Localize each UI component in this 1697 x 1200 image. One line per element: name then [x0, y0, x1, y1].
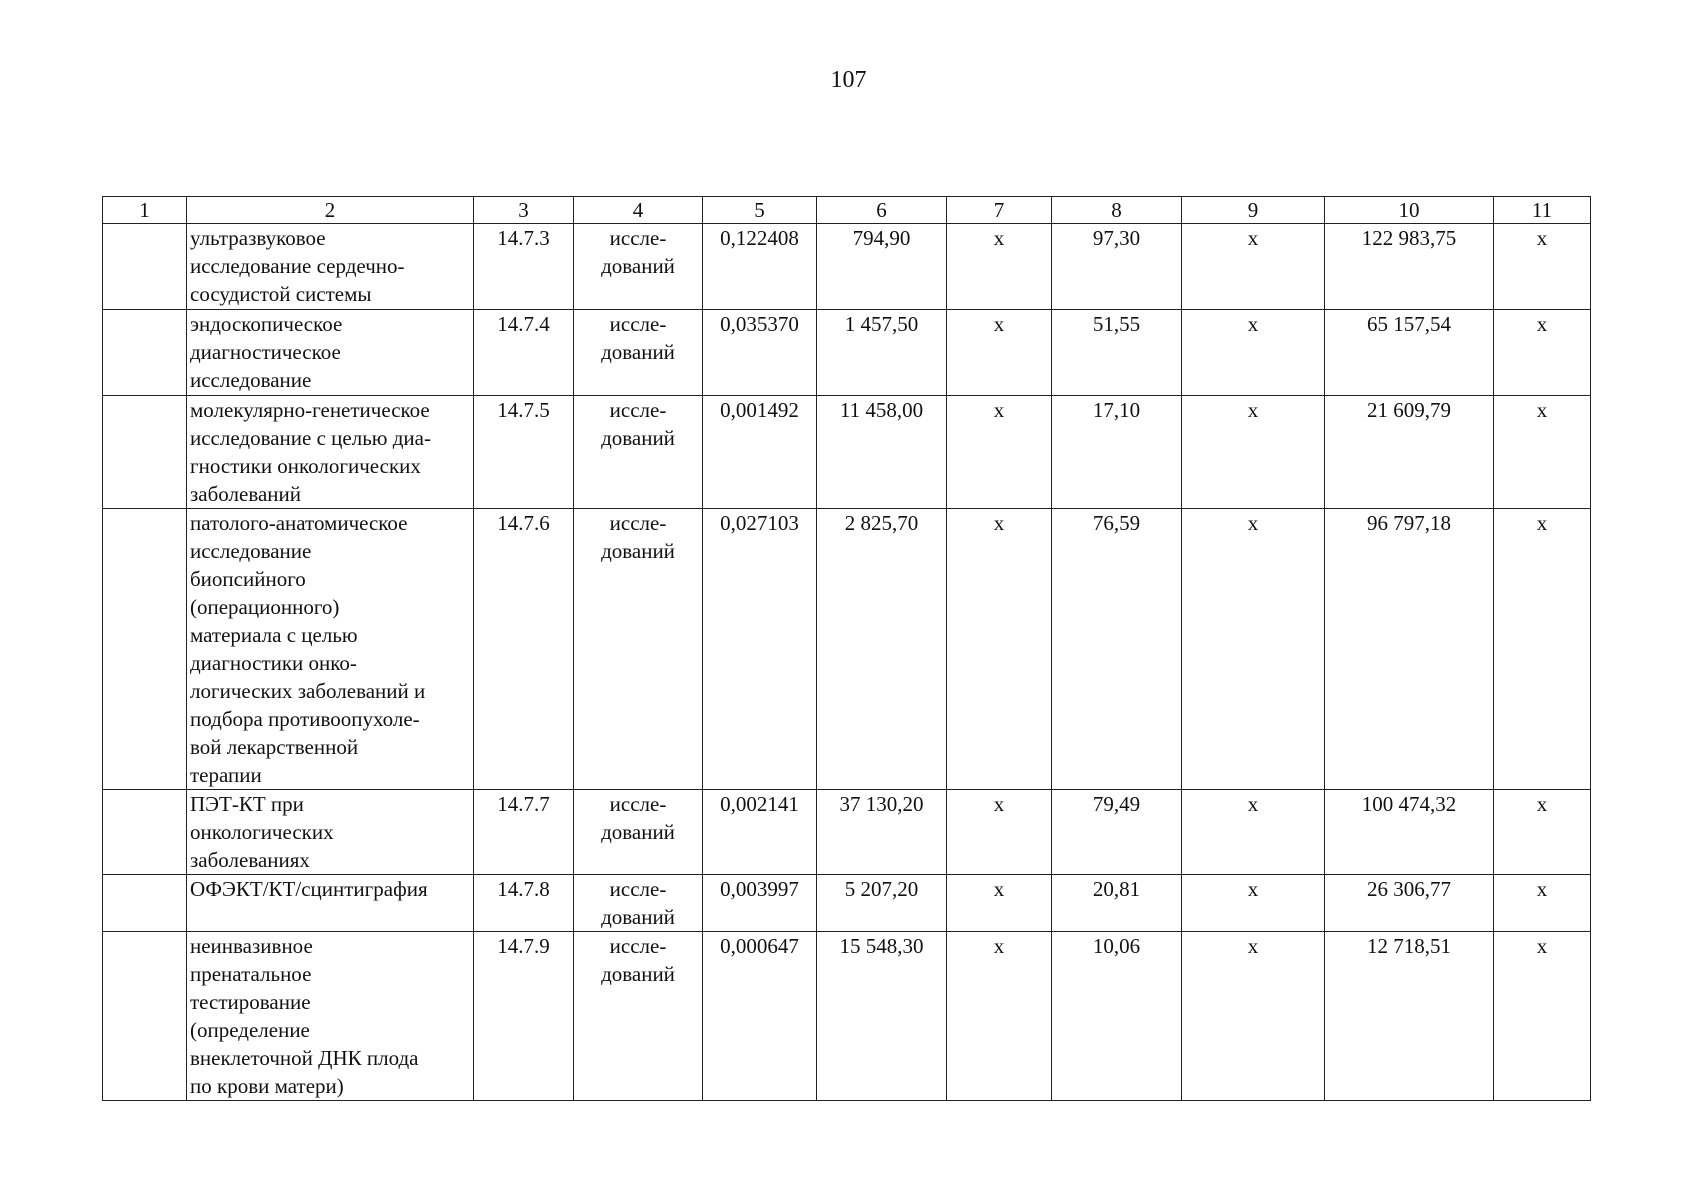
cell-col8: 20,81 — [1052, 875, 1182, 932]
cell-code: 14.7.9 — [474, 932, 574, 1101]
cell-name: ОФЭКТ/КТ/сцинтиграфия — [187, 875, 474, 932]
cell-unit: иссле- дований — [574, 790, 703, 875]
cell-col10: 65 157,54 — [1325, 310, 1494, 396]
column-header-7: 7 — [947, 197, 1052, 224]
cell-unit: иссле- дований — [574, 396, 703, 509]
cell-col5: 0,035370 — [703, 310, 817, 396]
cell-col8: 51,55 — [1052, 310, 1182, 396]
column-header-6: 6 — [817, 197, 947, 224]
cell-col9: х — [1182, 224, 1325, 310]
cell-unit: иссле- дований — [574, 310, 703, 396]
cell-col7: х — [947, 224, 1052, 310]
cell-col11: х — [1494, 224, 1591, 310]
cell-code: 14.7.4 — [474, 310, 574, 396]
cell-name: патолого-анатомическое исследование биопсийного (операционного) материала с целью диагностики онко- логических заболеваний и подбора противоопухоле- вой лекарственной терапии — [187, 509, 474, 790]
cell-col1 — [103, 396, 187, 509]
cell-col6: 2 825,70 — [817, 509, 947, 790]
cell-code: 14.7.6 — [474, 509, 574, 790]
cell-name: эндоскопическое диагностическое исследование — [187, 310, 474, 396]
cell-col10: 100 474,32 — [1325, 790, 1494, 875]
cell-unit: иссле- дований — [574, 224, 703, 310]
column-header-10: 10 — [1325, 197, 1494, 224]
cell-col7: х — [947, 875, 1052, 932]
cell-col9: х — [1182, 932, 1325, 1101]
cell-col6: 15 548,30 — [817, 932, 947, 1101]
column-header-3: 3 — [474, 197, 574, 224]
cell-col6: 1 457,50 — [817, 310, 947, 396]
column-header-4: 4 — [574, 197, 703, 224]
cell-col6: 37 130,20 — [817, 790, 947, 875]
cell-col5: 0,001492 — [703, 396, 817, 509]
cell-col11: х — [1494, 932, 1591, 1101]
cell-col10: 12 718,51 — [1325, 932, 1494, 1101]
table-row — [103, 396, 1591, 509]
column-header-5: 5 — [703, 197, 817, 224]
cell-col7: х — [947, 790, 1052, 875]
cell-col10: 21 609,79 — [1325, 396, 1494, 509]
cell-col11: х — [1494, 875, 1591, 932]
cell-col1 — [103, 932, 187, 1101]
cell-col6: 794,90 — [817, 224, 947, 310]
cell-name: ультразвуковое исследование сердечно- сосудистой системы — [187, 224, 474, 310]
column-header-9: 9 — [1182, 197, 1325, 224]
table-row — [103, 509, 1591, 790]
cell-col6: 11 458,00 — [817, 396, 947, 509]
cell-col10: 96 797,18 — [1325, 509, 1494, 790]
cell-col1 — [103, 310, 187, 396]
cell-col11: х — [1494, 310, 1591, 396]
cell-col11: х — [1494, 790, 1591, 875]
cell-col8: 97,30 — [1052, 224, 1182, 310]
cell-col10: 122 983,75 — [1325, 224, 1494, 310]
cell-col8: 79,49 — [1052, 790, 1182, 875]
cell-col5: 0,002141 — [703, 790, 817, 875]
cell-unit: иссле- дований — [574, 875, 703, 932]
cell-name: молекулярно-генетическое исследование с целью диа- гностики онкологических заболеваний — [187, 396, 474, 509]
cell-col5: 0,003997 — [703, 875, 817, 932]
data-table — [102, 196, 1591, 1101]
cell-col1 — [103, 224, 187, 310]
cell-unit: иссле- дований — [574, 509, 703, 790]
column-header-1: 1 — [103, 197, 187, 224]
cell-col5: 0,000647 — [703, 932, 817, 1101]
cell-col5: 0,122408 — [703, 224, 817, 310]
column-header-2: 2 — [187, 197, 474, 224]
table-header-row — [103, 197, 1591, 224]
cell-col7: х — [947, 310, 1052, 396]
cell-col9: х — [1182, 509, 1325, 790]
cell-code: 14.7.8 — [474, 875, 574, 932]
cell-col11: х — [1494, 396, 1591, 509]
table-row — [103, 224, 1591, 310]
cell-col7: х — [947, 509, 1052, 790]
cell-col1 — [103, 790, 187, 875]
cell-code: 14.7.3 — [474, 224, 574, 310]
cell-col1 — [103, 875, 187, 932]
cell-col9: х — [1182, 310, 1325, 396]
table-row — [103, 932, 1591, 1101]
cell-col7: х — [947, 932, 1052, 1101]
page-number: 107 — [830, 67, 867, 93]
cell-col1 — [103, 509, 187, 790]
table-row — [103, 790, 1591, 875]
cell-unit: иссле- дований — [574, 932, 703, 1101]
cell-name: ПЭТ-КТ при онкологических заболеваниях — [187, 790, 474, 875]
cell-col11: х — [1494, 509, 1591, 790]
cell-col6: 5 207,20 — [817, 875, 947, 932]
cell-col9: х — [1182, 790, 1325, 875]
column-header-8: 8 — [1052, 197, 1182, 224]
table-row — [103, 875, 1591, 932]
cell-col8: 76,59 — [1052, 509, 1182, 790]
cell-col9: х — [1182, 875, 1325, 932]
cell-code: 14.7.5 — [474, 396, 574, 509]
cell-col7: х — [947, 396, 1052, 509]
column-header-11: 11 — [1494, 197, 1591, 224]
table-row — [103, 310, 1591, 396]
cell-col5: 0,027103 — [703, 509, 817, 790]
cell-name: неинвазивное пренатальное тестирование (определение внеклеточной ДНК плода по крови матери) — [187, 932, 474, 1101]
cell-col8: 17,10 — [1052, 396, 1182, 509]
cell-col10: 26 306,77 — [1325, 875, 1494, 932]
cell-code: 14.7.7 — [474, 790, 574, 875]
cell-col8: 10,06 — [1052, 932, 1182, 1101]
cell-col9: х — [1182, 396, 1325, 509]
